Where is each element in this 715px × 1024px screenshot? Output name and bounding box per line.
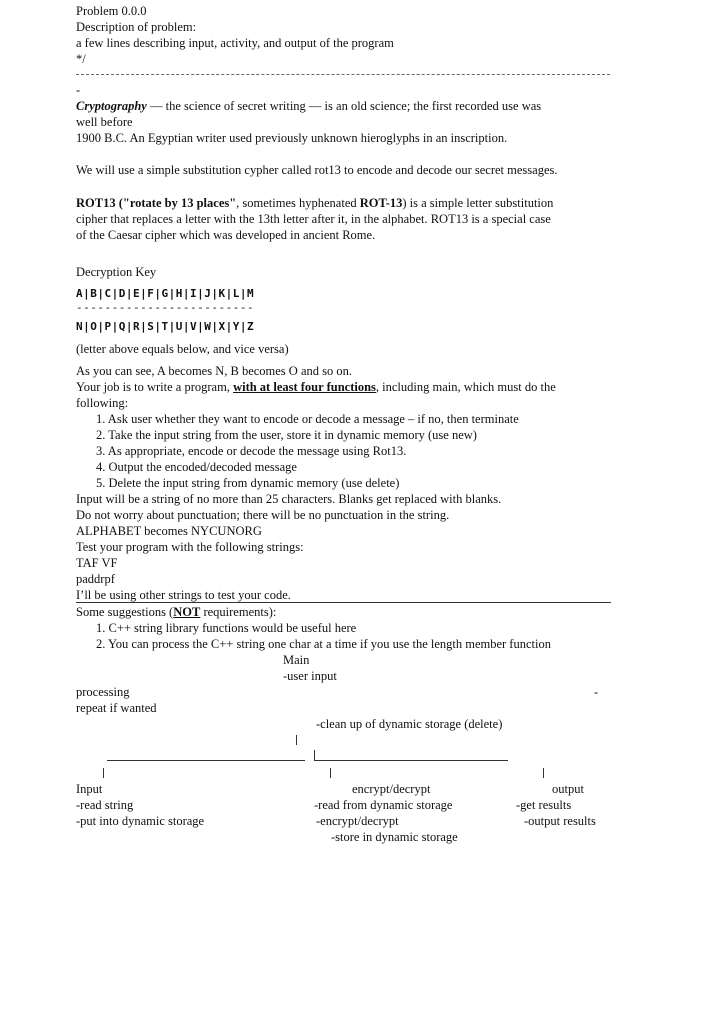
section-rule <box>76 602 611 603</box>
intro-p3-line-1 <box>76 195 553 211</box>
connector-output-down <box>543 768 544 778</box>
suggest-not: NOT <box>173 605 201 619</box>
diagram-output-title: output <box>552 782 584 796</box>
diagram-output-1: -get results <box>516 798 572 812</box>
key-row-1: A|B|C|D|E|F|G|H|I|J|K|L|M <box>76 287 255 300</box>
connector-encrypt-down <box>330 768 331 778</box>
diagram-cleanup: -clean up of dynamic storage (delete) <box>316 717 503 731</box>
task-line-4: Input will be a string of no more than 25 characters. Blanks get replaced with blanks. <box>76 492 502 506</box>
task-line-7: Test your program with the following strings: <box>76 540 304 554</box>
diagram-encrypt-1: -read from dynamic storage <box>314 798 453 812</box>
suggest-a: Some suggestions ( <box>76 605 174 619</box>
suggestions-heading <box>76 604 276 620</box>
header-line-3: a few lines describing input, activity, and output of the program <box>76 36 394 50</box>
task-line-3: following: <box>76 396 129 410</box>
intro-p3c: of the Caesar cipher which was developed in ancient Rome. <box>76 228 376 242</box>
task-l2b-emphasis: with at least four functions <box>233 380 376 394</box>
task-l2a: Your job is to write a program, <box>76 380 234 394</box>
term-cryptography: Cryptography <box>76 99 147 113</box>
intro-p3-mid: , sometimes hyphenated <box>236 196 360 210</box>
test-string-1: TAF VF <box>76 556 118 570</box>
connector-center-up <box>314 750 315 760</box>
key-separator: ------------------------- <box>76 301 255 314</box>
header-line-1: Problem 0.0.0 <box>76 4 147 18</box>
rot13-hyphen-term: ROT-13 <box>359 196 403 210</box>
intro-p1b: well before <box>76 115 133 129</box>
diagram-main: Main <box>283 653 310 667</box>
diagram-input-1: -read string <box>76 798 134 812</box>
step-2: 2. Take the input string from the user, store it in dynamic memory (use new) <box>96 428 477 442</box>
connector-left-horizontal <box>107 760 305 761</box>
dashed-divider <box>76 74 610 75</box>
step-5: 5. Delete the input string from dynamic memory (use delete) <box>96 476 400 490</box>
step-3: 3. As appropriate, encode or decode the message using Rot13. <box>96 444 407 458</box>
dash-mark: - <box>76 83 81 97</box>
key-row-2: N|O|P|Q|R|S|T|U|V|W|X|Y|Z <box>76 320 255 333</box>
step-1: 1. Ask user whether they want to encode or decode a message – if no, then terminate <box>96 412 519 426</box>
task-line-2 <box>76 379 556 395</box>
diagram-input-2: -put into dynamic storage <box>76 814 205 828</box>
task-line-1: As you can see, A becomes N, B becomes O and so on. <box>76 364 352 378</box>
intro-p2: We will use a simple substitution cypher called rot13 to encode and decode our secret messages. <box>76 163 558 177</box>
connector-input-down <box>103 768 104 778</box>
diagram-input-title: Input <box>76 782 103 796</box>
key-note: (letter above equals below, and vice versa) <box>76 342 289 356</box>
rot13-meaning: ("rotate by 13 places" <box>118 196 237 210</box>
intro-p3-end: ) is a simple letter substitution <box>402 196 554 210</box>
connector-right-horizontal <box>314 760 508 761</box>
suggestion-2: 2. You can process the C++ string one char at a time if you use the length member function <box>96 637 551 651</box>
diagram-encrypt-2: -encrypt/decrypt <box>316 814 399 828</box>
header-line-4: */ <box>76 52 86 66</box>
key-title: Decryption Key <box>76 265 157 279</box>
intro-p1c: 1900 B.C. An Egyptian writer used previously unknown hieroglyphs in an inscription. <box>76 131 508 145</box>
diagram-encrypt-title: encrypt/decrypt <box>352 782 431 796</box>
intro-paragraph-1-line-1 <box>76 98 541 114</box>
diagram-main-sub: -user input <box>283 669 337 683</box>
diagram-output-2: -output results <box>524 814 596 828</box>
suggestion-1: 1. C++ string library functions would be useful here <box>96 621 357 635</box>
task-line-8: I’ll be using other strings to test your code. <box>76 588 291 602</box>
rot13-term: ROT13 <box>76 196 116 210</box>
task-line-6: ALPHABET becomes NYCUNORG <box>76 524 262 538</box>
header-line-2: Description of problem: <box>76 20 197 34</box>
intro-p3b: cipher that replaces a letter with the 13th letter after it, in the alphabet. ROT13 is a special case <box>76 212 551 226</box>
diagram-processing: processing <box>76 685 130 699</box>
diagram-processing-dash: - <box>594 685 599 699</box>
connector-main-down <box>296 735 297 745</box>
suggest-c: requirements): <box>200 605 277 619</box>
test-string-2: paddrpf <box>76 572 115 586</box>
intro-p1a: — the science of secret writing — is an old science; the first recorded use was <box>146 99 542 113</box>
task-line-5: Do not worry about punctuation; there will be no punctuation in the string. <box>76 508 450 522</box>
task-l2c: , including main, which must do the <box>375 380 556 394</box>
diagram-repeat: repeat if wanted <box>76 701 157 715</box>
step-4: 4. Output the encoded/decoded message <box>96 460 297 474</box>
diagram-encrypt-3: -store in dynamic storage <box>331 830 458 844</box>
